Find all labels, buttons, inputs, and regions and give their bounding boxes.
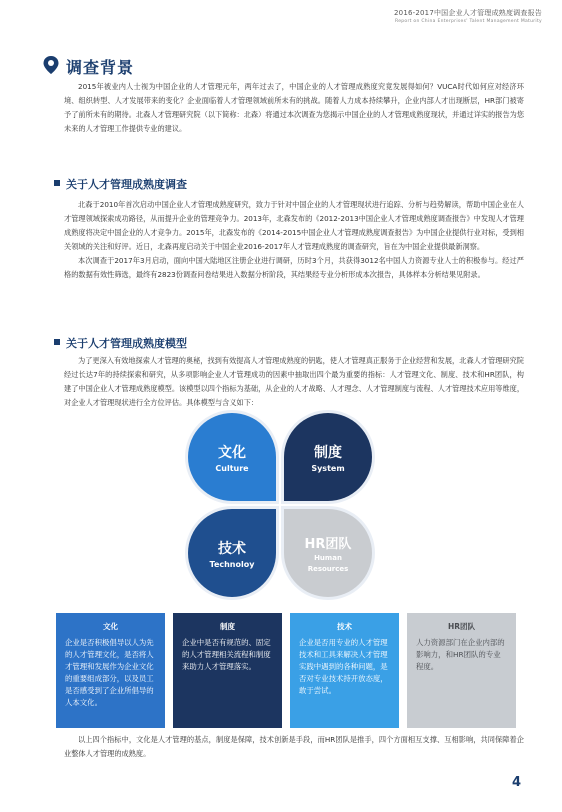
- model-quadrant-system: [284, 413, 372, 501]
- quadrant-label-zh: 文化: [218, 444, 246, 461]
- section-title-background: 调查背景: [66, 58, 135, 77]
- quadrant-label-zh: 制度: [314, 444, 342, 461]
- report-header: [394, 8, 542, 24]
- definition-box-system: [173, 613, 282, 728]
- definition-box-hr-team: [407, 613, 516, 728]
- conclusion-text: 以上四个指标中，文化是人才管理的基点，制度是保障，技术创新是手段，而HR团队是推手，四个方面相互支撑、互相影响，共同保障着企业整体人才管理的成熟度。: [64, 735, 524, 758]
- definition-box-technology: [290, 613, 399, 728]
- intro-text: 2015年被业内人士视为中国企业的人才管理元年，两年过去了，中国企业的人才管理成熟度究竟发展得如何？VUCA时代如何应对经济环境、组织转型、人才发展带来的变化？企业面临着人才管理领域前所未有的挑战。随着人力成本持续攀升，企业内部人才出现断层，HR部门被寄予了前所未有的期待。北森人才管理研究院（以下简称：北森）将通过本次调查为您揭示中国企业的人才管理成熟度现状，并通过详实的报告为您未来的人才管理工作提供专业的建议。: [64, 82, 525, 133]
- survey-paragraph-1: 北森于2010年首次启动中国企业人才管理成熟度研究，致力于针对中国企业的人才管理现状进行追踪、分析与趋势解读，帮助中国企业在人才管理领域探索成功路径，从而提升企业的管理竞争力。2013年，北森发布的《2012-2013中国企业人才管理成熟度调查报告》中发现人才管理成熟度将决定中国企业的人才竞争力。2015年，北森发布的《2014-2015中国企业人才管理成熟度调查报告》为中国企业提供行业对标，受到相关领域的关注和好评。近日，北森再度启动关于中国企业2016-2017年人才管理成熟度的调查研究，旨在为中国企业提供最新洞察。: [64, 200, 524, 251]
- quadrant-label-zh: HR团队: [304, 536, 352, 552]
- model-quadrant-hr-team: [284, 509, 372, 597]
- quadrant-label-en: Resources: [307, 564, 349, 573]
- quadrant-label-en: Human: [314, 553, 342, 562]
- page-number: 4: [511, 775, 521, 790]
- maturity-model-diagram: [188, 413, 376, 601]
- intro-paragraph: [64, 80, 524, 136]
- definition-body: 企业是否积极倡导以人为先的人才管理文化，是否将人才管理和发展作为企业文化的重要组成部分，以及员工是否感受到了企业所倡导的人本文化。: [65, 638, 154, 707]
- survey-paragraph-2: 本次调查于2017年3月启动，面向中国大陆地区注册企业进行调研，历时3个月，共获得3012名中国人力资源专业人士的积极参与。经过严格的数据有效性筛选，最终有2823份调查问卷结果进入数据分析阶段，其结果经专业分析形成本次报告，具体样本分析结果见附录。: [64, 256, 524, 279]
- definition-title: 文化: [103, 622, 118, 631]
- conclusion-paragraph: [64, 733, 524, 761]
- location-pin-icon: [43, 56, 59, 74]
- definition-title: 制度: [220, 622, 235, 631]
- definition-title: 技术: [337, 622, 352, 631]
- model-paragraph: [64, 354, 524, 410]
- model-quadrant-culture: [188, 413, 276, 501]
- definition-title: HR团队: [447, 622, 476, 631]
- survey-paragraphs: [64, 198, 524, 282]
- definition-body: 企业是否用专业的人才管理技术和工具来解决人才管理实践中遇到的各种问题，是否对专业技术持开放态度，敢于尝试。: [299, 638, 388, 695]
- quadrant-label-en: Culture: [215, 463, 249, 473]
- square-bullet-icon: [54, 180, 60, 186]
- subsection-title-model: 关于人才管理成熟度模型: [66, 337, 187, 350]
- subsection-title-survey: 关于人才管理成熟度调查: [66, 178, 187, 191]
- quadrant-label-en: System: [311, 463, 345, 473]
- report-title: 2016-2017中国企业人才管理成熟度调查报告: [394, 9, 542, 17]
- definition-body: 企业中是否有规范的、固定的人才管理相关流程和制度来助力人才管理落实。: [182, 638, 271, 671]
- definition-body: 人力资源部门在企业内部的影响力，和HR团队的专业程度。: [416, 638, 505, 671]
- model-quadrant-technology: [188, 509, 276, 597]
- quadrant-label-en: Technoloy: [209, 559, 255, 569]
- report-subtitle: Report on China Enterprises' Talent Management Maturity: [394, 19, 542, 24]
- quadrant-label-zh: 技术: [218, 540, 246, 557]
- model-text: 为了更深入有效地探索人才管理的奥秘，找到有效提高人才管理成熟度的钥匙，使人才管理真正服务于企业经营和发展，北森人才管理研究院经过长达7年的持续探索和研究，从多项影响企业人才管理成功的因素中抽取出四个最为重要的指标：人才管理文化、制度、技术和HR团队，构建了中国企业人才管理成熟度模型。该模型以四个指标为基础，从企业的人才战略、人才理念、人才管理制度与流程、人才管理技术应用等维度，对企业人才管理现状进行全方位评估。具体模型与含义如下：: [64, 356, 525, 407]
- square-bullet-icon: [54, 339, 60, 345]
- definition-box-culture: [56, 613, 165, 728]
